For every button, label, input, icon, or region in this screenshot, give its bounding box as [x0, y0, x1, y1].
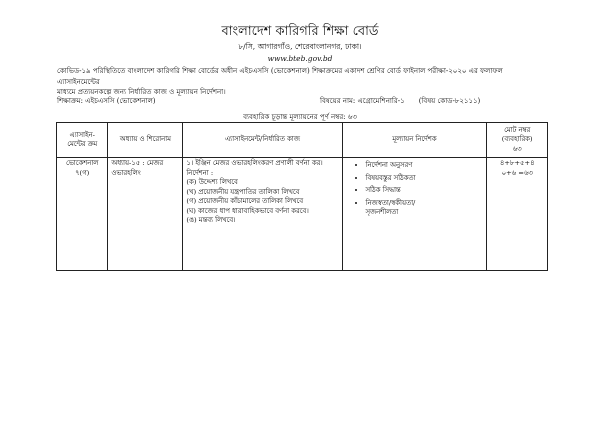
intro-line-2: মাধ্যমে প্রত্যয়নকল্পে জন্য নির্ধারিত কাজ ও মূল্যায়ন নির্দেশনা। [57, 88, 226, 96]
criteria-item-2: • বিষয়বস্তুর সঠিকতা [366, 174, 484, 184]
assignment-no-line2: ৭(গ) [75, 168, 90, 177]
curriculum-label: শিক্ষাক্রম: এইচএসসি (ভোকেশনাল) [57, 97, 156, 105]
marks-line2: ০+৬ =৬৩ [501, 168, 533, 177]
criteria-list [346, 161, 484, 218]
criteria-item-1: • নির্দেশনা অনুসরণ [366, 161, 484, 171]
task-line4: (খ) প্রয়োজনীয় যন্ত্রপাতির তালিকা লিখবে [186, 187, 300, 196]
task-line3: (ক) উদ্দেশ্য লিখবে [186, 178, 238, 186]
criteria-item-4-line1: • নিজস্বতা/স্বকীয়তা/ [365, 198, 416, 207]
header-assignment-no-line1: এ্যাসাইন- [69, 130, 95, 139]
task-line5: (গ) প্রয়োজনীয় কাঁচামালের তালিকা লিখবে [186, 197, 304, 205]
task-line6: (ঘ) কাজের ধাপ ধারাবাহিকভাবে বর্ণনা করবে। [186, 206, 309, 215]
table-header-row [57, 123, 548, 158]
full-marks-title: ব্যবহারিক চূড়ান্ত মূল্যায়নের পূর্ণ নম্বর: ৬৩ [243, 113, 357, 121]
criteria-item-3: • সঠিক সিদ্ধান্ত [366, 186, 484, 196]
header-total-marks [487, 123, 548, 158]
header-total-marks-line1: মোট নম্বর [504, 125, 531, 134]
header-task: এ্যাসাইনমেন্ট/নির্ধারিত কাজ [183, 123, 342, 158]
intro-paragraph [57, 66, 543, 98]
criteria-item-4 [366, 199, 484, 218]
subject-code: (বিষয় কোড-৮২১১১) [418, 97, 481, 105]
chapter-line1: অধ্যায়-১৫ : মেজর [111, 159, 164, 167]
cell-criteria [342, 158, 487, 271]
assignment-table [56, 122, 548, 271]
criteria-item-4-line2: সৃজনশীলতা [365, 208, 399, 216]
subject-info [320, 95, 480, 107]
task-line1: ১। ইঞ্জিন মেজর ওভারহলিংকরণ প্রণালী বর্ণনা কর। [186, 159, 323, 167]
marks-line1: ৪+৮+৫+৪ [499, 159, 535, 167]
subject-name: বিষয়ের নাম: এগ্রোমেশিনারি-১ [320, 97, 405, 105]
cell-assignment-no [57, 158, 108, 271]
header-total-marks-line2: (ব্যবহারিক) [501, 135, 533, 144]
header-criteria: মূল্যায়ন নির্দেশক [342, 123, 487, 158]
board-address: ৮/সি, আগারগাঁও, শেরেবাংলানগর, ঢাকা। [238, 42, 362, 51]
header-chapter: অধ্যায় ও শিরোনাম [108, 123, 183, 158]
cell-total-marks [487, 158, 548, 271]
intro-line-1: কোভিড-১৯ পরিস্থিতিতে বাংলাদেশ কারিগরি শিক্ষা বোর্ডের অধীন এইচএসসি (ভোকেশনাল) শিক্ষাক্রমের একাদশ শ্রেণির বোর্ড ফাইনাল পরীক্ষা-২০২০ এর ফলাফল এ্যাসাইনমেন্টের [57, 67, 503, 86]
board-title: বাংলাদেশ কারিগরি শিক্ষা বোর্ড [221, 24, 379, 39]
task-line2: নির্দেশনা : [186, 168, 214, 177]
header-total-marks-line3: ৬৩ [512, 144, 522, 153]
assignment-no-line1: ভোকেশনাল [65, 159, 99, 167]
chapter-line2: ওভারহলিং [111, 168, 141, 177]
board-website: www.bteb.gov.bd [267, 54, 333, 63]
task-line7: (ঙ) মন্তব্য লিখবে। [186, 216, 236, 224]
header-assignment-no-line2: মেন্টের ক্রম [67, 140, 98, 148]
cell-task [183, 158, 342, 271]
table-row [57, 158, 548, 271]
header-assignment-no [57, 123, 108, 158]
cell-chapter [108, 158, 183, 271]
